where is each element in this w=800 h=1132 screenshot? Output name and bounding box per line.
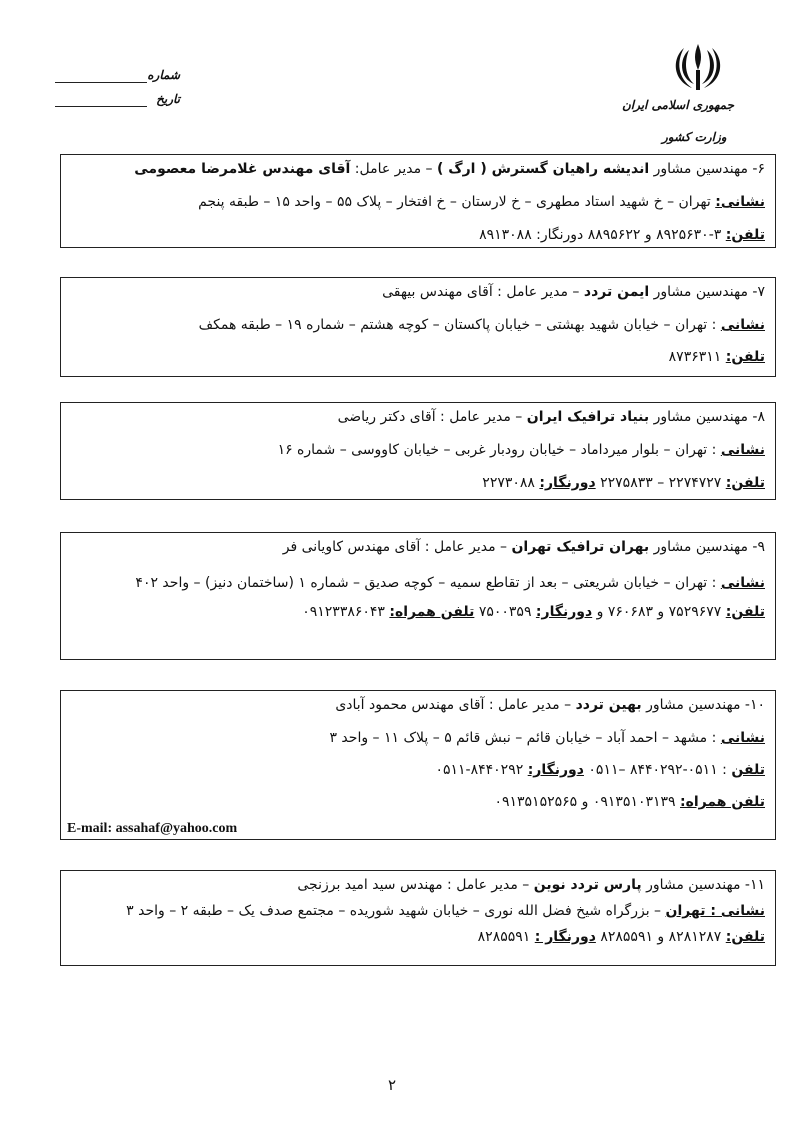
address-label: نشانی — [720, 442, 765, 458]
consultant-entry-6 — [60, 154, 776, 248]
phone-label: تلفن — [731, 762, 765, 778]
address-value: : تهران – خیابان شریعتی – بعد از تقاطع سمیه – کوچه صدیق – شماره ۱ (ساختمان دنیز) – واحد ۴۰۲ — [135, 575, 721, 591]
address-row — [69, 440, 765, 460]
manager-label: – مدیر عامل : آقای مهندس کاویانی فر — [282, 539, 512, 555]
phone-value: ۸۷۳۶۳۱۱ — [668, 349, 726, 365]
manager-label: – مدیر عامل : آقای دکتر ریاضی — [337, 409, 527, 425]
entry-number: ۷- مهندسین مشاور — [649, 284, 765, 300]
consultant-entry-9 — [60, 532, 776, 660]
phone-value: ۸۲۸۱۲۸۷ و ۸۲۸۵۵۹۱ — [595, 929, 726, 945]
mobile-value: ۰۹۱۲۳۳۸۶۰۴۳ — [302, 604, 390, 620]
fax-label: دورنگار: — [535, 604, 593, 620]
address-value: : تهران – بلوار میرداماد – خیابان رودبار غربی – خیابان کاووسی – شماره ۱۶ — [277, 442, 721, 458]
mobile-row — [69, 792, 765, 812]
phone-value: : ۰۵۱۱-۸۴۴۰۲۹۲ –۰۵۱۱ — [583, 762, 732, 778]
address-label: نشانی: — [715, 194, 765, 210]
mobile-value: ۰۹۱۳۵۱۰۳۱۳۹ و ۰۹۱۳۵۱۵۲۵۶۵ — [494, 794, 681, 810]
address-label: نشانی — [720, 575, 765, 591]
phone-label: تلفن: — [725, 349, 765, 365]
number-line — [55, 82, 147, 83]
phone-label: تلفن: — [725, 227, 765, 243]
entry-title — [69, 282, 765, 302]
entry-title — [69, 695, 765, 715]
address-value: – بزرگراه شیخ فضل الله نوری – خیابان شهید شوریده – مجتمع صدف یک – طبقه ۲ – واحد ۳ — [126, 903, 666, 919]
address-label: نشانی : تهران — [665, 903, 765, 919]
company-name: بنیاد ترافیک ایران — [526, 409, 650, 425]
fax-label: دورنگار: — [539, 475, 596, 491]
number-field — [55, 68, 180, 86]
entry-number: ۸- مهندسین مشاور — [649, 409, 765, 425]
address-label: نشانی — [720, 317, 765, 333]
iran-emblem — [621, 40, 734, 112]
fax-label: دورنگار: — [527, 762, 584, 778]
address-row — [69, 901, 765, 921]
date-label: تاریخ — [156, 92, 180, 106]
date-field — [55, 92, 180, 110]
phone-label: تلفن: — [725, 604, 765, 620]
phone-label: تلفن: — [725, 929, 765, 945]
email-address: E-mail: assahaf@yahoo.com — [67, 821, 238, 836]
manager-name: آقای مهندس غلامرضا معصومی — [134, 161, 351, 177]
phone-value: ۲۲۷۴۷۲۷ – ۲۲۷۵۸۳۳ — [595, 475, 726, 491]
address-row — [69, 192, 765, 212]
date-line — [55, 106, 147, 107]
company-name: ایمن تردد — [583, 284, 650, 300]
fax-value: ۷۵۰۰۳۵۹ — [474, 604, 536, 620]
company-name: بهران ترافیک تهران — [511, 539, 650, 555]
ministry-name: وزارت کشور — [662, 130, 727, 144]
entry-number: ۱۰- مهندسین مشاور — [641, 697, 765, 713]
entry-number: ۱۱- مهندسین مشاور — [641, 877, 765, 893]
phone-row — [69, 473, 765, 493]
entry-title — [69, 407, 765, 427]
address-row — [69, 315, 765, 335]
mobile-label: تلفن همراه: — [680, 794, 765, 810]
phone-value: ۳-۸۹۲۵۶۳۰ و ۸۸۹۵۶۲۲ دورنگار: ۸۹۱۳۰۸۸ — [479, 227, 726, 243]
phone-row — [69, 760, 765, 780]
consultant-entry-11 — [60, 870, 776, 966]
company-name: بهین تردد — [575, 697, 642, 713]
phone-row — [69, 347, 765, 367]
emblem-caption: جمهوری اسلامی ایران — [621, 98, 734, 112]
entry-title — [69, 875, 765, 895]
fax-label: دورنگار : — [534, 929, 596, 945]
phone-row — [69, 225, 765, 245]
address-label: نشانی — [720, 730, 765, 746]
fax-value: ۸۲۸۵۵۹۱ — [477, 929, 535, 945]
mobile-label: تلفن همراه: — [389, 604, 475, 620]
number-label: شماره — [147, 68, 180, 82]
consultant-entry-10 — [60, 690, 776, 840]
fax-value: ۸۴۴۰۲۹۲-۰۵۱۱ — [435, 762, 528, 778]
manager-label: – مدیر عامل : مهندس سید امید برزنجی — [297, 877, 534, 893]
entry-number: ۹- مهندسین مشاور — [649, 539, 765, 555]
address-row — [69, 728, 765, 748]
phone-value: ۷۵۲۹۶۷۷ و ۷۶۰۶۸۳ و — [592, 604, 726, 620]
entry-title — [69, 159, 765, 179]
consultant-entry-8 — [60, 402, 776, 500]
address-row — [69, 570, 765, 596]
entry-title — [69, 537, 765, 557]
phone-label: تلفن: — [725, 475, 765, 491]
consultant-entry-7 — [60, 277, 776, 377]
entry-number: ۶- مهندسین مشاور — [649, 161, 765, 177]
phone-row — [69, 927, 765, 947]
company-name: پارس تردد نوین — [533, 877, 642, 893]
iran-emblem-icon — [670, 40, 726, 96]
manager-label: – مدیر عامل : آقای مهندس محمود آبادی — [335, 697, 576, 713]
manager-label: – مدیر عامل : آقای مهندس بیهقی — [382, 284, 584, 300]
page-number: ۲ — [388, 1076, 397, 1094]
address-value: : تهران – خیابان شهید بهشتی – خیابان پاکستان – کوچه هشتم – شماره ۱۹ – طبقه همکف — [198, 317, 721, 333]
address-value: تهران – خ شهید استاد مطهری – خ لارستان – خ افتخار – پلاک ۵۵ – واحد ۱۵ – طبقه پنجم — [198, 194, 716, 210]
company-name: اندیشه راهیان گسترش ( ارگ ) — [437, 161, 650, 177]
fax-value: ۲۲۷۳۰۸۸ — [482, 475, 540, 491]
manager-label: – مدیر عامل: — [350, 161, 438, 177]
address-value: : مشهد – احمد آباد – خیابان قائم – نبش قائم ۵ – پلاک ۱۱ – واحد ۳ — [329, 730, 721, 746]
phone-row — [69, 602, 765, 622]
